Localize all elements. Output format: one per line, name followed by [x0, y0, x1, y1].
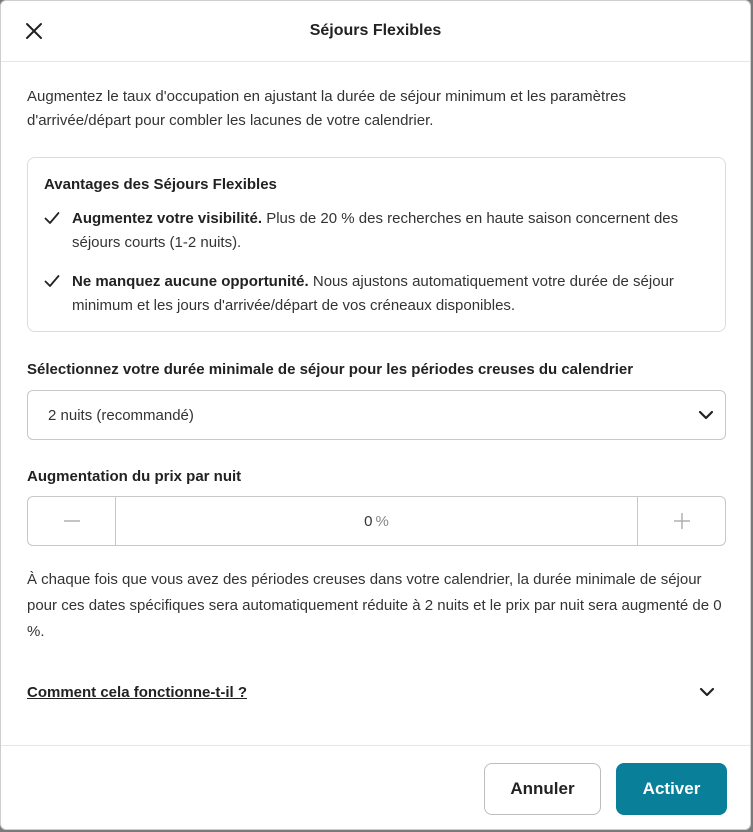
dialog-footer	[1, 745, 751, 830]
price-increase-value: 0	[364, 512, 373, 530]
how-it-works-toggle[interactable]	[27, 683, 724, 701]
benefit-description: Nous ajustons automatiquement votre durée de séjour minimum et les jours d'arrivée/départ de vos créneaux disponibles.	[72, 273, 674, 314]
intro-text: Augmentez le taux d'occupation en ajustant la durée de séjour minimum et les paramètres d'arrivée/départ pour combler les lacunes de votre calendrier.	[27, 88, 627, 129]
dialog-title: Séjours Flexibles	[309, 22, 442, 39]
plus-icon	[673, 512, 691, 530]
how-it-works-link[interactable]: Comment cela fonctionne-t-il ?	[27, 683, 248, 701]
dialog-body	[1, 85, 750, 701]
cancel-button[interactable]: Annuler	[484, 763, 601, 815]
min-stay-select[interactable]	[27, 390, 726, 440]
benefit-text	[72, 270, 709, 318]
price-increase-input[interactable]	[116, 497, 637, 545]
price-increase-label: Augmentation du prix par nuit	[27, 468, 242, 485]
summary-note: À chaque fois que vous avez des périodes creuses dans votre calendrier, la durée minimale de séjour pour ces dates spécifiques sera automatiquement réduite à 2 nuits et le prix par nuit sera augmenté de 0 %.	[27, 571, 722, 640]
close-button[interactable]	[23, 20, 45, 42]
chevron-down-icon	[697, 406, 715, 424]
benefit-title: Ne manquez aucune opportunité.	[72, 273, 309, 290]
chevron-down-icon	[698, 683, 716, 701]
decrement-button[interactable]	[28, 497, 116, 545]
check-icon	[44, 270, 72, 318]
benefit-text	[72, 207, 709, 255]
min-stay-label: Sélectionnez votre durée minimale de séjour pour les périodes creuses du calendrier	[27, 361, 634, 378]
close-icon	[23, 20, 45, 42]
benefit-item	[44, 270, 709, 318]
benefit-title: Augmentez votre visibilité.	[72, 210, 263, 227]
increment-button[interactable]	[637, 497, 725, 545]
benefits-box	[27, 157, 726, 332]
minus-icon	[63, 512, 81, 530]
benefit-description: Plus de 20 % des recherches en haute saison concernent des séjours courts (1-2 nuits).	[72, 210, 679, 251]
check-icon	[44, 207, 72, 255]
benefits-heading: Avantages des Séjours Flexibles	[44, 176, 277, 193]
min-stay-selected-value: 2 nuits (recommandé)	[48, 406, 194, 424]
percent-unit: %	[375, 512, 389, 530]
benefit-item	[44, 207, 709, 255]
price-increase-stepper	[27, 496, 726, 546]
activate-button[interactable]: Activer	[616, 763, 727, 815]
dialog-header	[1, 1, 750, 62]
